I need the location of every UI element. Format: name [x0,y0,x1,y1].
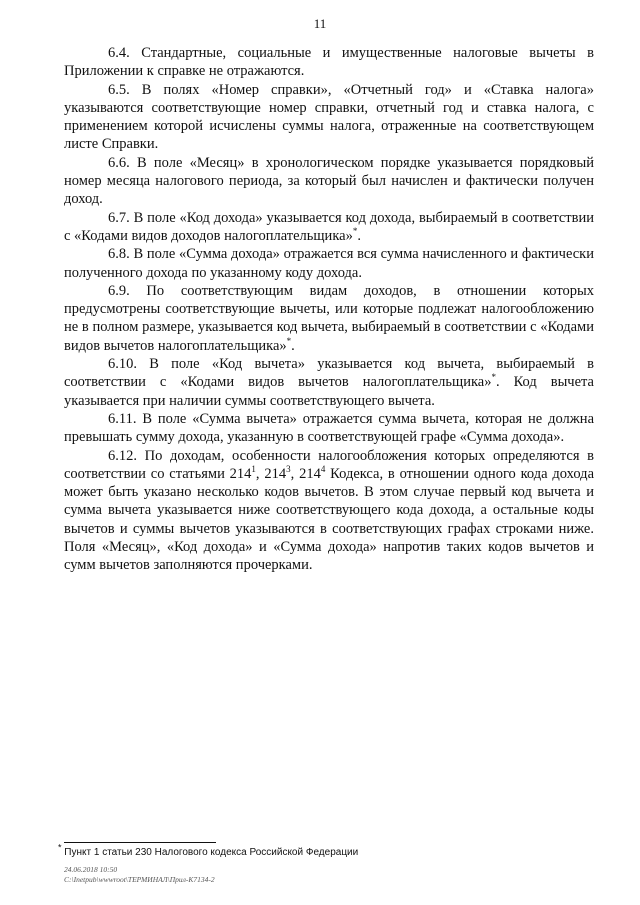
print-date-stamp: 24.06.2018 10:50 [64,865,118,874]
footnote-ref: * [491,372,496,383]
footnote-ref: * [286,335,292,346]
article-superscript: 4 [320,464,326,474]
footnote-ref: * [352,226,358,237]
article-superscript: 1 [251,464,256,474]
footnote-text: Пункт 1 статьи 230 Налогового кодекса Российской Федерации [64,847,359,858]
paragraph-6-7: 6.7. В поле «Код дохода» указывается код дохода, выбираемый в соответствии с «Кодами видов доходов налогоплательщика»*. [64,209,594,244]
article-superscript: 3 [286,464,291,474]
paragraph-6-12: 6.12. По доходам, особенности налогообложения которых определяются в соответствии со статьями $214^1$, $214^3$, $214^4$ Кодекса, в отношении одного кода дохода может быть указано несколько кодов вычетов. В этом случае первый код вычета и сумма вычета указывается ниже соответствующего кода дохода, а остальные коды вычетов и суммы вычетов указываются в соответствующих графах строками ниже. Поля «Месяц», «Код дохода» и «Сумма дохода» напротив таких кодов вычетов и сумм вычетов заполняются прочерками. [64,447,594,574]
page-number: 11 [313,16,327,31]
paragraph-6-11: 6.11. В поле «Сумма вычета» отражается сумма вычета, которая не должна превышать сумму дохода, указанную в соответствующей графе «Сумма дохода». [64,410,594,446]
paragraph-6-5: 6.5. В полях «Номер справки», «Отчетный год» и «Ставка налога» указываются соответствующие номер справки, отчетный год и ставка налога, с применением которой исчислены суммы налога, отраженные на соответствующем листе Справки. [64,81,594,153]
footnote-marker: * [58,842,62,853]
paragraph-6-8: 6.8. В поле «Сумма дохода» отражается вся сумма начисленного и фактически полученного дохода по указанному коду дохода. [64,246,594,281]
paragraph-6-9: 6.9. По соответствующим видам доходов, в отношении которых предусмотрены соответствующие вычеты, или которые подлежат налогообложению не в полном размере, указывается код вычета, выбираемый в соответствии с «Кодами видов вычетов налогоплательщика»*. [64,282,594,354]
file-path-stamp: С:\Inetpub\wwwroot\ТЕРМИНАЛ\Прил-К7134-2 [64,875,215,884]
paragraph-6-4: 6.4. Стандартные, социальные и имущественные налоговые вычеты в Приложении к справке не отражаются. [64,45,594,80]
paragraph-6-10: 6.10. В поле «Код вычета» указывается код вычета, выбираемый в соответствии с «Кодами видов вычетов налогоплательщика»*. Код вычета указывается при наличии суммы соответствующего вычета. [64,356,594,409]
footnote-separator [64,842,216,843]
document-body [64,44,594,575]
footnote [58,842,598,859]
paragraph-6-6: 6.6. В поле «Месяц» в хронологическом порядке указывается порядковый номер месяца налогового периода, за который был начислен и фактически получен доход. [64,154,594,208]
